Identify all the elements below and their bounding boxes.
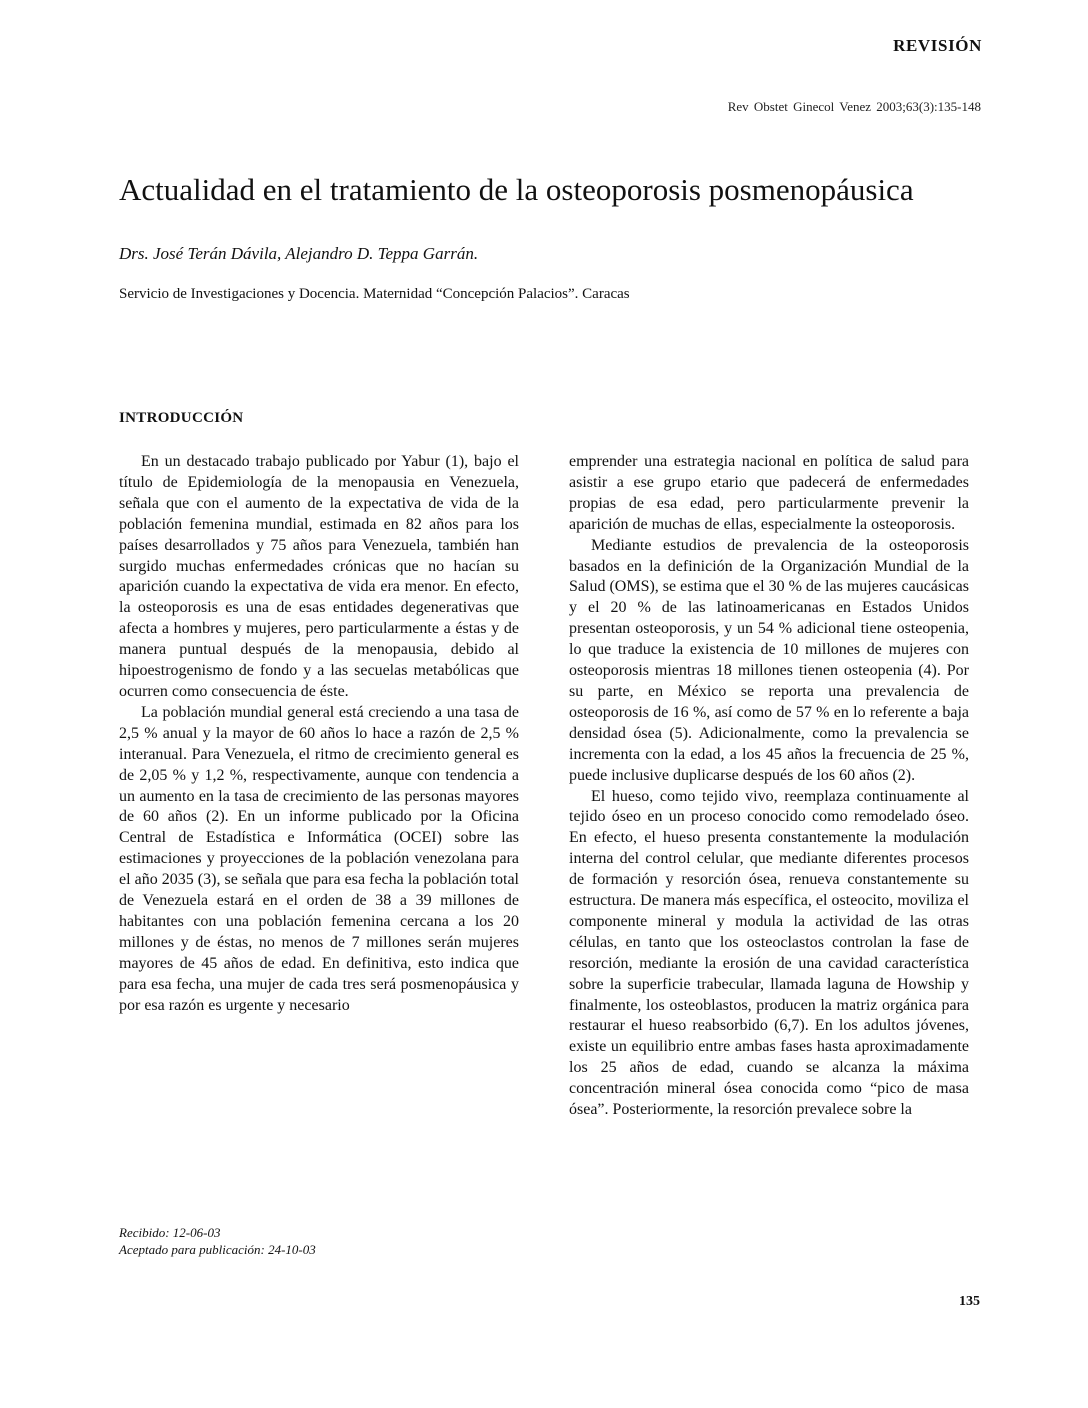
text-column-left — [119, 452, 519, 1016]
section-heading-introduccion: INTRODUCCIÓN — [119, 410, 244, 426]
submission-dates — [119, 1224, 316, 1258]
paragraph: Mediante estudios de prevalencia de la osteoporosis basados en la definición de la Organización Mundial de la Salud (OMS), se estima que el 30 % de las mujeres caucásicas y el 20 % de las latinoamericanas en Estados Unidos presentan osteoporosis, y un 54 % adicional tiene osteopenia, lo que traduce la existencia de 10 millones de mujeres con osteoporosis mientras 18 millones tienen osteopenia (4). Por su parte, en México se reporta una prevalencia de osteoporosis de 16 %, así como de 57 % en lo referente a baja densidad ósea (5). Adicionalmente, como la prevalencia se incrementa con la edad, a los 45 años la frecuencia de 25 %, puede inclusive duplicarse después de los 60 años (2). — [569, 536, 969, 784]
paragraph: El hueso, como tejido vivo, reemplaza continuamente al tejido óseo en un proceso conocido como remodelado óseo. En efecto, el hueso presenta constantemente la modulación interna del control celular, que mediante diferentes procesos de formación y resorción ósea, renueva constantemente su estructura. De manera más específica, el osteocito, moviliza el componente mineral y modula la actividad de las otras células, en tanto que los osteoclastos controlan la fase de resorción, mediante la erosión de una cavidad característica sobre la superficie trabecular, llamada laguna de Howship y finalmente, los osteoblastos, producen la matriz orgánica para restaurar el hueso reabsorbido (6,7). En los adultos jóvenes, existe un equilibrio entre ambas fases hasta aproximadamente los 25 años de edad, cuando se alcanza la máxima concentración mineral ósea conocida como “pico de masa ósea”. Posteriormente, la resorción prevalece sobre la — [569, 787, 969, 1119]
accepted-date: Aceptado para publicación: 24-10-03 — [119, 1242, 316, 1257]
paragraph: La población mundial general está creciendo a una tasa de 2,5 % anual y la mayor de 60 años lo hace a razón de 2,5 % interanual. Para Venezuela, el ritmo de crecimiento general es de 2,05 % y 1,2 %, respectivamente, aunque con tendencia a un aumento en la tasa de crecimiento de las personas mayores de 60 años (2). En un informe publicado por la Oficina Central de Estadística e Informática (OCEI) sobre las estimaciones y proyecciones de la población venezolana para el año 2035 (3), se señala que para esa fecha la población total de Venezuela estará en el orden de 38 a 39 millones de habitantes con una población femenina cercana a los 20 millones y de éstas, no menos de 7 millones serán mujeres mayores de 45 años de edad. En definitiva, esto indica que para esa fecha, una mujer de cada tres será posmenopáusica y por esa razón es urgente y necesario — [119, 703, 519, 1014]
text-column-right — [569, 452, 969, 1121]
section-label: REVISIÓN — [893, 36, 982, 55]
article-title: Actualidad en el tratamiento de la osteoporosis posmenopáusica — [119, 172, 914, 207]
article-authors: Drs. José Terán Dávila, Alejandro D. Teppa Garrán. — [119, 244, 479, 263]
received-date: Recibido: 12-06-03 — [119, 1225, 221, 1240]
paragraph-continued: emprender una estrategia nacional en política de salud para asistir a ese grupo etario que padecerá de enfermedades propias de esa edad, pero particularmente prevenir la aparición de muchas de ellas, especialmente la osteoporosis. — [569, 453, 969, 533]
page-number: 135 — [959, 1294, 980, 1309]
journal-citation: Rev Obstet Ginecol Venez 2003;63(3):135-148 — [727, 99, 981, 114]
paragraph: En un destacado trabajo publicado por Yabur (1), bajo el título de Epidemiología de la menopausia en Venezuela, señala que con el aumento de la expectativa de vida de la población femenina mundial, estimada en 82 años para los países desarrollados y 75 años para Venezuela, también han surgido muchas enfermedades crónicas que no hacían su aparición cuando la expectativa de vida era menor. En efecto, la osteoporosis es una de esas entidades degenerativas que afecta a hombres y mujeres, pero particularmente a éstas y de manera puntual después de la menopausia, debido al hipoestrogenismo de fondo y a las secuelas metabólicas que ocurren como consecuencia de éste. — [119, 453, 519, 700]
article-affiliation: Servicio de Investigaciones y Docencia. Maternidad “Concepción Palacios”. Caracas — [119, 286, 630, 302]
